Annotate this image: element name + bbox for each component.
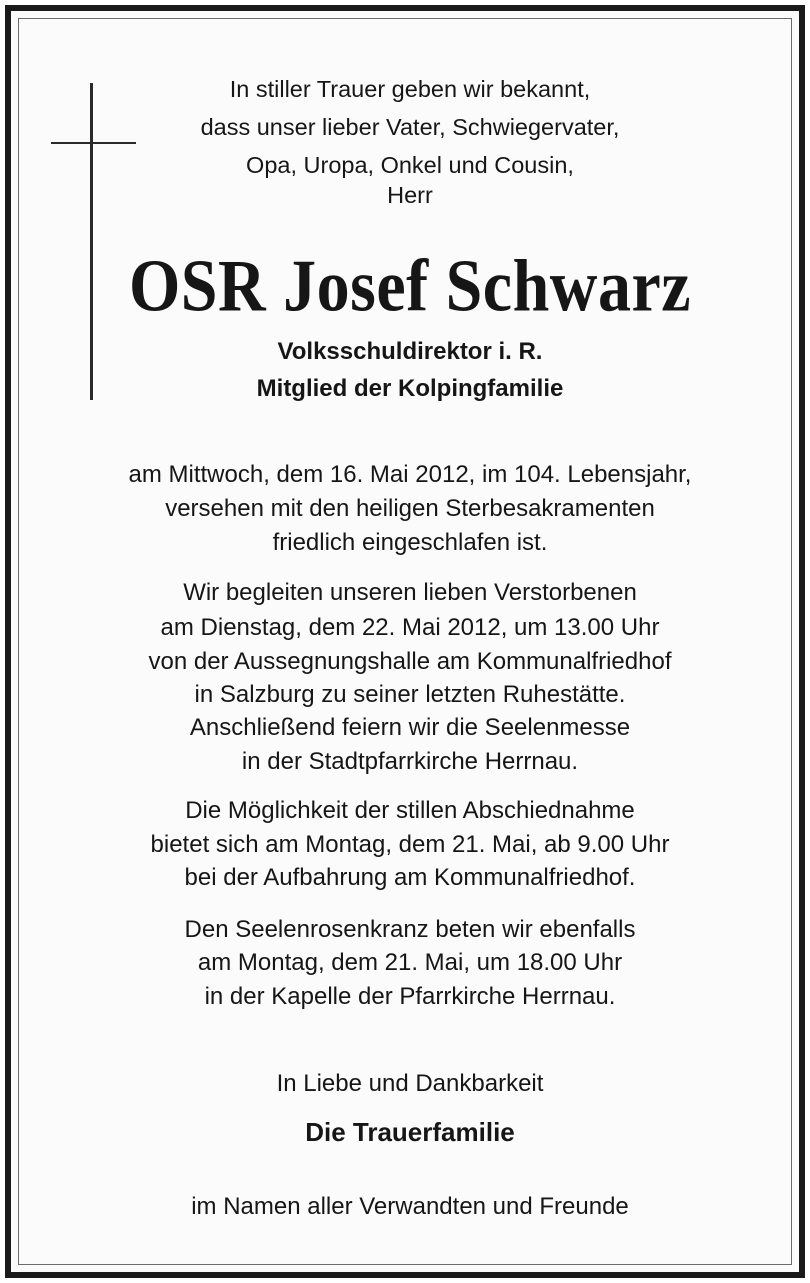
- intro-line: dass unser lieber Vater, Schwiegervater,: [200, 114, 620, 140]
- intro-line: In stiller Trauer geben wir bekannt,: [229, 76, 591, 102]
- farewell-text-line: bei der Aufbahrung am Kommunalfriedhof.: [184, 864, 636, 891]
- title-line: Volksschuldirektor i. R.: [277, 338, 543, 365]
- funeral-text-line: Wir begleiten unseren lieben Verstorbenen: [183, 579, 637, 606]
- farewell-text-line: Die Möglichkeit der stillen Abschiednahme: [185, 797, 635, 824]
- funeral-text-line: am Dienstag, dem 22. Mai 2012, um 13.00 Uhr: [160, 614, 660, 641]
- funeral-text-line: von der Aussegnungshalle am Kommunalfriedhof: [148, 648, 672, 675]
- footer-text: im Namen aller Verwandten und Freunde: [191, 1193, 629, 1220]
- rosary-text-line: in der Kapelle der Pfarrkirche Herrnau.: [204, 983, 616, 1010]
- title-line: Mitglied der Kolpingfamilie: [256, 375, 564, 402]
- funeral-text-line: Anschließend feiern wir die Seelenmesse: [189, 714, 631, 741]
- death-text-line: friedlich eingeschlafen ist.: [272, 529, 548, 556]
- obituary-notice: [5, 5, 805, 1278]
- cross-horizontal-bar: [51, 142, 136, 144]
- deceased-name: OSR Josef Schwarz: [128, 245, 692, 328]
- intro-line: Opa, Uropa, Onkel und Cousin,: [246, 152, 574, 178]
- death-text-line: versehen mit den heiligen Sterbesakramenten: [165, 495, 655, 522]
- farewell-text-line: bietet sich am Montag, dem 21. Mai, ab 9.00 Uhr: [150, 831, 670, 858]
- rosary-text-line: Den Seelenrosenkranz beten wir ebenfalls: [184, 916, 636, 943]
- intro-line: Herr: [387, 182, 433, 208]
- rosary-text-line: am Montag, dem 21. Mai, um 18.00 Uhr: [197, 949, 623, 976]
- funeral-text-line: in der Stadtpfarrkirche Herrnau.: [241, 748, 579, 775]
- funeral-text-line: in Salzburg zu seiner letzten Ruhestätte.: [194, 681, 626, 708]
- death-text-line: am Mittwoch, dem 16. Mai 2012, im 104. Lebensjahr,: [128, 461, 692, 488]
- family-signature: Die Trauerfamilie: [305, 1117, 515, 1147]
- closing-text: In Liebe und Dankbarkeit: [276, 1070, 544, 1097]
